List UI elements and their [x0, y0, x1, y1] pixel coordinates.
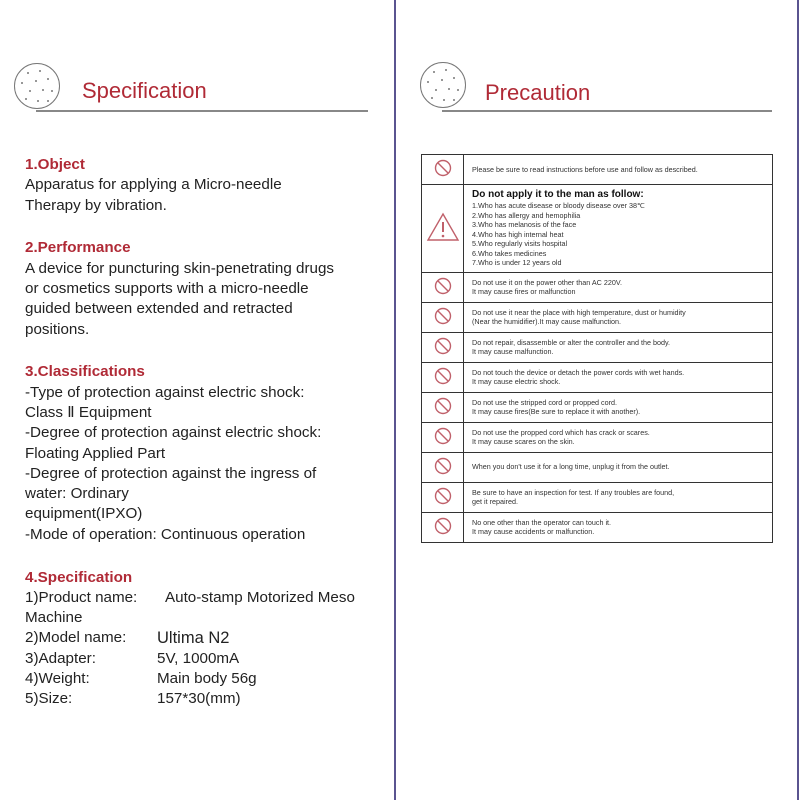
prohibited-icon [422, 302, 464, 332]
precaution-line: Be sure to have an inspection for test. If any troubles are found, [472, 487, 675, 497]
spec-value: 5V, 1000mA [157, 649, 240, 667]
precaution-text [464, 272, 773, 302]
precaution-row [422, 422, 773, 452]
page-edge [797, 0, 799, 800]
precaution-line: 2.Who has allergy and hemophilia [472, 210, 581, 220]
precaution-line: 4.Who has high internal heat [472, 229, 564, 239]
precaution-line: It may cause scares on the skin. [472, 437, 575, 446]
section-line: Apparatus for applying a Micro-needle [25, 176, 282, 194]
section-heading: 2.Performance [25, 239, 131, 257]
precaution-line: 1.Who has acute disease or bloody disease over 38℃ [472, 201, 646, 210]
precaution-line: It may cause malfunction. [472, 347, 554, 356]
section-line: Floating Applied Part [25, 444, 166, 462]
prohibited-icon [422, 422, 464, 452]
precaution-line: It may cause fires(Be sure to replace it with another). [472, 407, 641, 416]
precaution-line: Do not use the propped cord which has crack or scares. [472, 427, 650, 437]
precaution-text [464, 185, 773, 273]
spec-row [25, 588, 385, 608]
spec-value: Auto-stamp Motorized Meso [165, 588, 355, 606]
precaution-row [422, 272, 773, 302]
precaution-row [422, 155, 773, 185]
spec-row [25, 669, 385, 689]
section-line: A device for puncturing skin-penetrating drugs [25, 259, 334, 277]
precaution-line: 3.Who has melanosis of the face [472, 220, 577, 229]
prohibited-icon [422, 392, 464, 422]
precaution-line: It may cause accidents or malfunction. [472, 527, 595, 536]
precaution-line: 6.Who takes medicines [472, 248, 547, 258]
spec-label: 4)Weight: [25, 670, 90, 688]
section-line: -Mode of operation: Continuous operation [25, 525, 306, 543]
precaution-text [464, 392, 773, 422]
section-line: -Type of protection against electric shock: [25, 383, 305, 401]
prohibited-icon [422, 482, 464, 512]
precaution-line: 7.Who is under 12 years old [472, 258, 562, 267]
spec-value: Ultima N2 [157, 629, 230, 648]
section-heading: 3.Classifications [25, 363, 145, 381]
precaution-heading: Do not apply it to the man as follow: [472, 189, 644, 200]
precaution-text [464, 155, 773, 185]
section-line: -Degree of protection against the ingress of [25, 464, 317, 482]
dotted-circle-icon [14, 63, 60, 109]
precaution-line: Please be sure to read instructions before use and follow as described. [472, 164, 698, 174]
section-line: Class Ⅱ Equipment [25, 403, 152, 421]
precaution-row [422, 362, 773, 392]
page-divider [394, 0, 396, 800]
spec-value: Machine [25, 609, 83, 627]
precaution-title: Precaution [485, 80, 591, 105]
section-line: equipment(IPXO) [25, 505, 143, 523]
precaution-text [464, 332, 773, 362]
prohibited-icon [422, 155, 464, 185]
section-line: positions. [25, 320, 90, 338]
precaution-line: Do not repair, disassemble or alter the controller and the body. [472, 337, 671, 347]
precaution-text [464, 302, 773, 332]
spec-row [25, 628, 385, 648]
prohibited-icon [422, 452, 464, 482]
warning-icon [422, 185, 464, 273]
precaution-line: It may cause fires or malfunction [472, 287, 576, 296]
precaution-row [422, 302, 773, 332]
precaution-line: Do not use it near the place with high temperature, dust or humidity [472, 307, 686, 317]
spacer [25, 216, 385, 239]
precaution-line: It may cause electric shock. [472, 377, 561, 386]
title-underline [36, 110, 368, 112]
spec-value: Main body 56g [157, 670, 257, 688]
precaution-line: Do not use the stripped cord or propped cord. [472, 397, 618, 407]
precaution-line: When you don't use it for a long time, unplug it from the outlet. [472, 462, 670, 472]
precaution-text [464, 512, 773, 542]
precaution-row [422, 452, 773, 482]
section-line: guided between extended and retracted [25, 300, 293, 318]
precaution-text [464, 362, 773, 392]
precaution-text [464, 482, 773, 512]
section-heading: 1.Object [25, 156, 85, 173]
precaution-row [422, 482, 773, 512]
prohibited-icon [422, 362, 464, 392]
precaution-line: Do not touch the device or detach the power cords with wet hands. [472, 367, 685, 377]
specification-title: Specification [82, 78, 207, 103]
precaution-text [464, 422, 773, 452]
precaution-line: Do not use it on the power other than AC 220V. [472, 277, 622, 287]
prohibited-icon [422, 512, 464, 542]
precaution-line: get it repaired. [472, 497, 518, 506]
precaution-row [422, 512, 773, 542]
spec-row [25, 689, 385, 709]
specification-content [25, 155, 385, 710]
spacer [25, 545, 385, 568]
dotted-circle-icon [420, 62, 466, 108]
spec-label: 3)Adapter: [25, 649, 96, 667]
section-line: or cosmetics supports with a micro-needle [25, 279, 309, 297]
section-line: -Degree of protection against electric shock: [25, 424, 322, 442]
precaution-line: No one other than the operator can touch it. [472, 517, 612, 527]
spec-label: 5)Size: [25, 690, 73, 708]
spec-row [25, 649, 385, 669]
precaution-table [421, 154, 773, 543]
prohibited-icon [422, 332, 464, 362]
spec-label: 2)Model name: [25, 629, 127, 647]
spec-value: 157*30(mm) [157, 690, 241, 708]
section-line: Therapy by vibration. [25, 196, 167, 214]
precaution-row [422, 392, 773, 422]
precaution-text [464, 452, 773, 482]
prohibited-icon [422, 272, 464, 302]
precaution-line: 5.Who regularly visits hospital [472, 239, 568, 248]
precaution-line: (Near the humidifier).It may cause malfunction. [472, 317, 622, 326]
section-line: water: Ordinary [25, 485, 129, 503]
spacer [25, 340, 385, 363]
spec-label: 1)Product name: [25, 588, 138, 606]
title-underline [442, 110, 772, 112]
precaution-row [422, 332, 773, 362]
precaution-row [422, 185, 773, 273]
section-heading: 4.Specification [25, 568, 133, 586]
